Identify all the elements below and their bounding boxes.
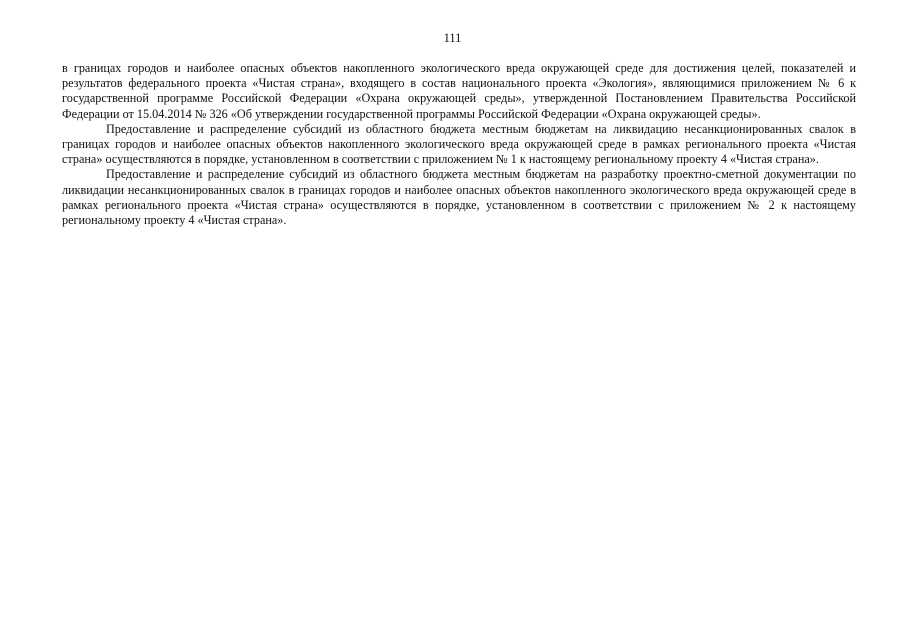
paragraph-subsidy-design-documentation: Предоставление и распределение субсидий из областного бюджета местным бюджетам на разработку проектно-сметной документации по ликвидации несанкционированных свалок в границах городов и наиболее опасных объектов накопленного экологического вреда окружающей среде в рамках регионального проекта «Чистая страна» осуществляются в порядке, установленном в соответствии с приложением № 2 к настоящему региональному проекту 4 «Чистая страна». [62,167,856,228]
page-number: 111 [443,31,462,45]
document-body [62,61,856,228]
paragraph-subsidy-landfill-liquidation: Предоставление и распределение субсидий из областного бюджета местным бюджетам на ликвидацию несанкционированных свалок в границах городов и наиболее опасных объектов накопленного экологического вреда окружающей среде в рамках регионального проекта «Чистая страна» осуществляются в порядке, установленном в соответствии с приложением № 1 к настоящему региональному проекту 4 «Чистая страна». [62,121,856,167]
paragraph-continuation: в границах городов и наиболее опасных объектов накопленного экологического вреда окружающей среде для достижения целей, показателей и результатов федерального проекта «Чистая страна», входящего в состав национального проекта «Экология», являющимися приложением № 6 к государственной программе Российской Федерации «Охрана окружающей среды», утвержденной Постановлением Правительства Российской Федерации от 15.04.2014 № 326 «Об утверждении государственной программы Российской Федерации «Охрана окружающей среды». [62,61,856,121]
